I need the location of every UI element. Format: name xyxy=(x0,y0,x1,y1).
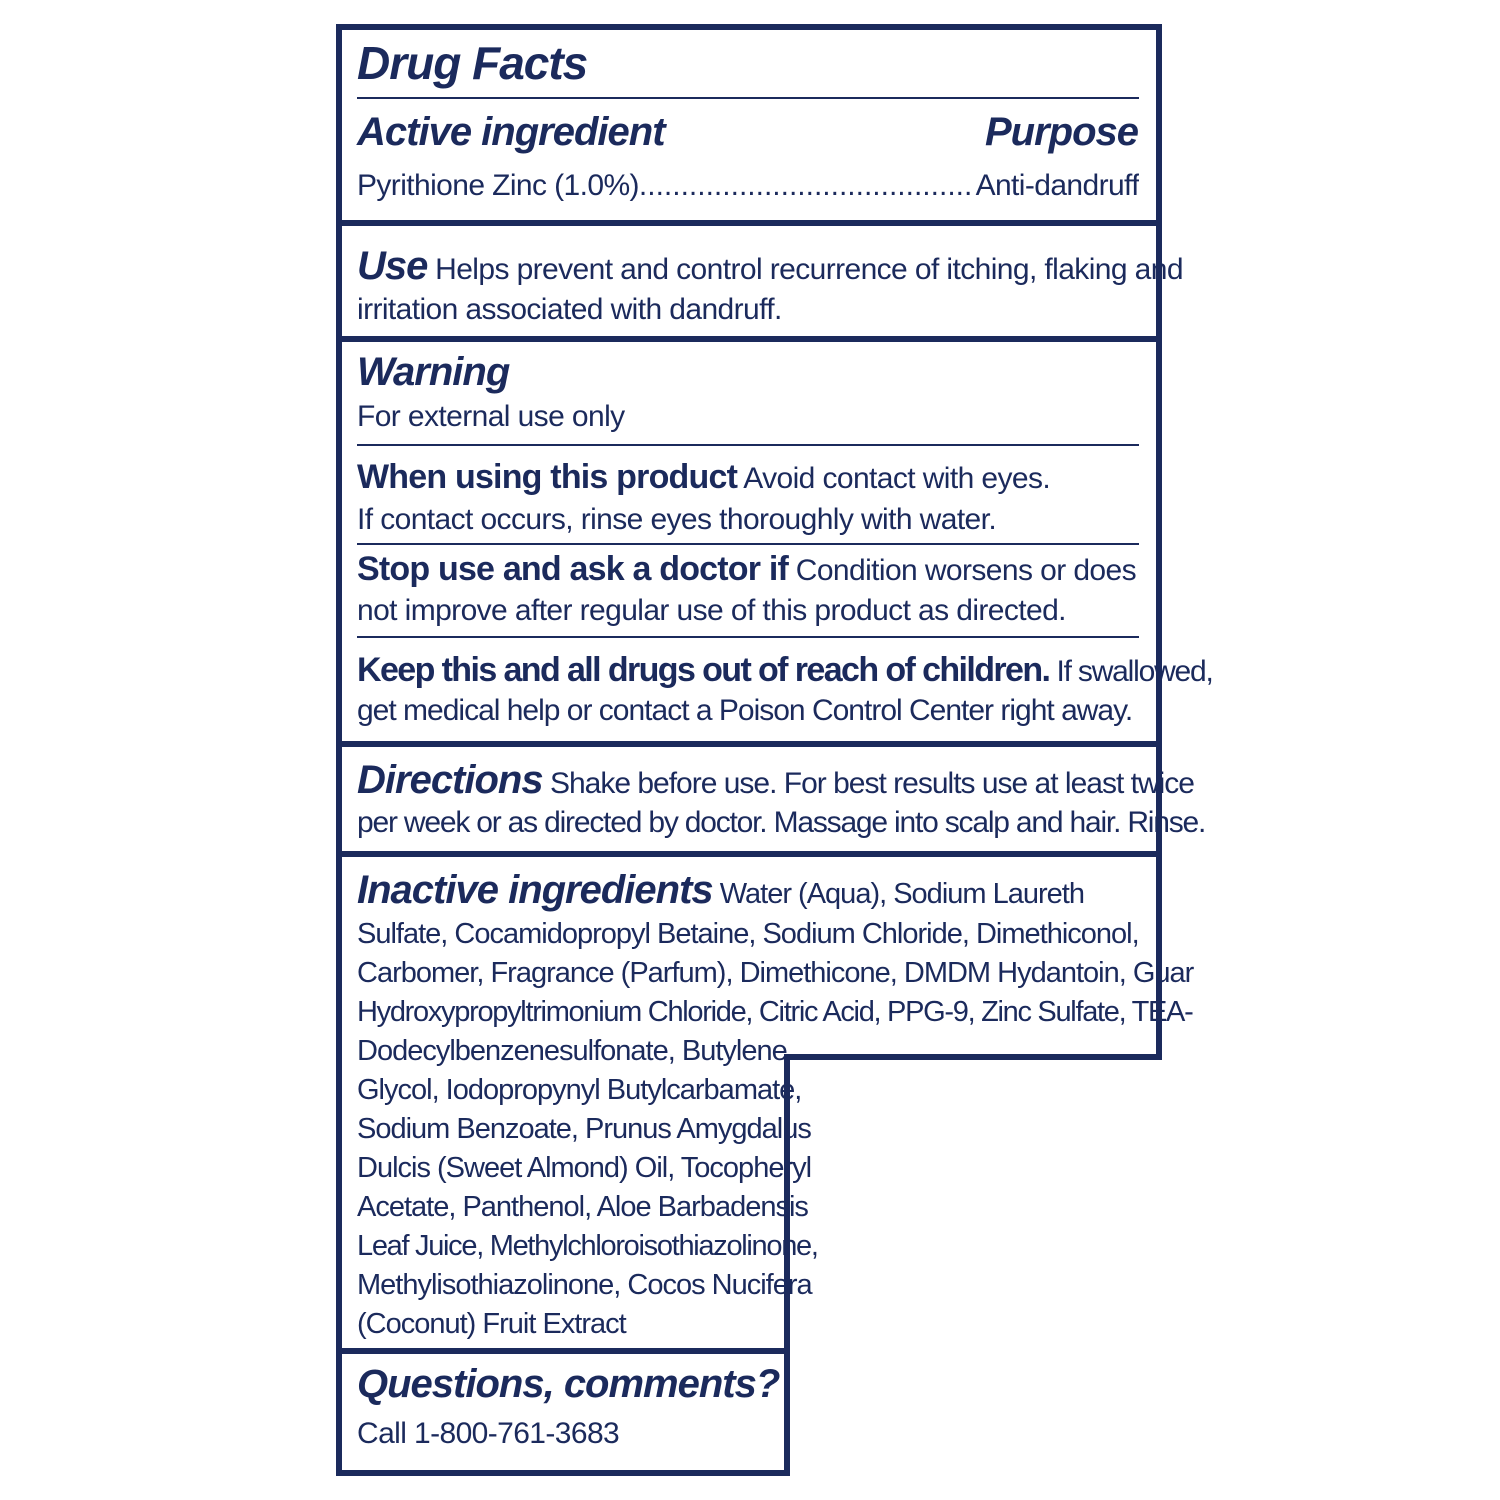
when-text-1: Avoid contact with eyes. xyxy=(743,462,1051,495)
when-label: When using this product xyxy=(357,458,738,496)
stop-text-2: not improve after regular use of this product as directed. xyxy=(357,594,1066,627)
inactive-text-4: Dodecylbenzenesulfonate, Butylene xyxy=(357,1035,787,1067)
directions-text-2: per week or as directed by doctor. Massage into scalp and hair. Rinse. xyxy=(357,806,1206,839)
when-text-2: If contact occurs, rinse eyes thoroughly with water. xyxy=(357,503,997,536)
use-heading: Use xyxy=(357,244,428,288)
keep-line-1 xyxy=(357,650,1213,692)
divider-use xyxy=(336,220,1162,226)
inactive-text-0: Water (Aqua), Sodium Laureth xyxy=(719,878,1084,910)
inactive-text-2: Carbomer, Fragrance (Parfum), Dimethicone, DMDM Hydantoin, Guar xyxy=(357,957,1194,989)
inactive-text-7: Dulcis (Sweet Almond) Oil, Tocopheryl xyxy=(357,1152,812,1184)
purpose-heading: Purpose xyxy=(984,110,1138,154)
directions-heading: Directions xyxy=(357,758,543,802)
use-text-2: irritation associated with dandruff. xyxy=(357,293,782,326)
keep-label: Keep this and all drugs out of reach of children. xyxy=(357,651,1050,689)
active-heading: Active ingredient xyxy=(357,110,665,154)
page-title: Drug Facts xyxy=(357,37,588,89)
directions-text-1: Shake before use. For best results use at least twice xyxy=(549,767,1194,800)
inactive-line-1 xyxy=(357,870,1084,914)
divider-inactive xyxy=(336,851,1162,857)
divider-directions xyxy=(336,741,1162,747)
active-ingredient: Pyrithione Zinc (1.0%) xyxy=(357,169,639,202)
inactive-text-11: (Coconut) Fruit Extract xyxy=(357,1308,626,1340)
frame-left-lower xyxy=(336,1054,342,1476)
active-purpose: Anti-dandruff xyxy=(975,169,1139,202)
divider-questions xyxy=(336,1348,790,1354)
rule-when xyxy=(357,543,1139,545)
warning-heading: Warning xyxy=(357,350,510,394)
inactive-text-1: Sulfate, Cocamidopropyl Betaine, Sodium Chloride, Dimethiconol, xyxy=(357,918,1139,950)
use-line-1 xyxy=(357,246,1183,290)
directions-line-1 xyxy=(357,760,1194,804)
divider-warning xyxy=(336,336,1162,342)
stop-label: Stop use and ask a doctor if xyxy=(357,550,789,588)
inactive-text-3: Hydroxypropyltrimonium Chloride, Citric Acid, PPG-9, Zinc Sulfate, TEA- xyxy=(357,996,1193,1028)
active-ingredient-row xyxy=(357,166,1139,206)
inactive-heading: Inactive ingredients xyxy=(357,868,713,912)
keep-text-2: get medical help or contact a Poison Control Center right away. xyxy=(357,694,1133,727)
questions-phone: Call 1-800-761-3683 xyxy=(357,1417,620,1450)
inactive-text-6: Sodium Benzoate, Prunus Amygdalus xyxy=(357,1113,811,1145)
inactive-text-5: Glycol, Iodopropynyl Butylcarbamate, xyxy=(357,1074,802,1106)
dot-leader: ........................................ xyxy=(638,169,973,202)
keep-text-1: If swallowed, xyxy=(1056,655,1213,688)
rule-title xyxy=(357,97,1139,99)
rule-external xyxy=(357,444,1139,446)
questions-heading: Questions, comments? xyxy=(357,1362,780,1406)
frame-bottom xyxy=(336,1470,790,1476)
inactive-text-8: Acetate, Panthenol, Aloe Barbadensis xyxy=(357,1191,808,1223)
stop-text-1: Condition worsens or does xyxy=(795,554,1136,587)
frame-step xyxy=(784,1054,1162,1060)
warning-external: For external use only xyxy=(357,400,625,433)
inactive-text-10: Methylisothiazolinone, Cocos Nucifera xyxy=(357,1269,812,1301)
use-text-1: Helps prevent and control recurrence of itching, flaking and xyxy=(435,253,1183,286)
when-line-1 xyxy=(357,457,1050,499)
inactive-text-9: Leaf Juice, Methylchloroisothiazolinone, xyxy=(357,1230,818,1262)
rule-stop xyxy=(357,636,1139,638)
stop-line-1 xyxy=(357,549,1136,591)
